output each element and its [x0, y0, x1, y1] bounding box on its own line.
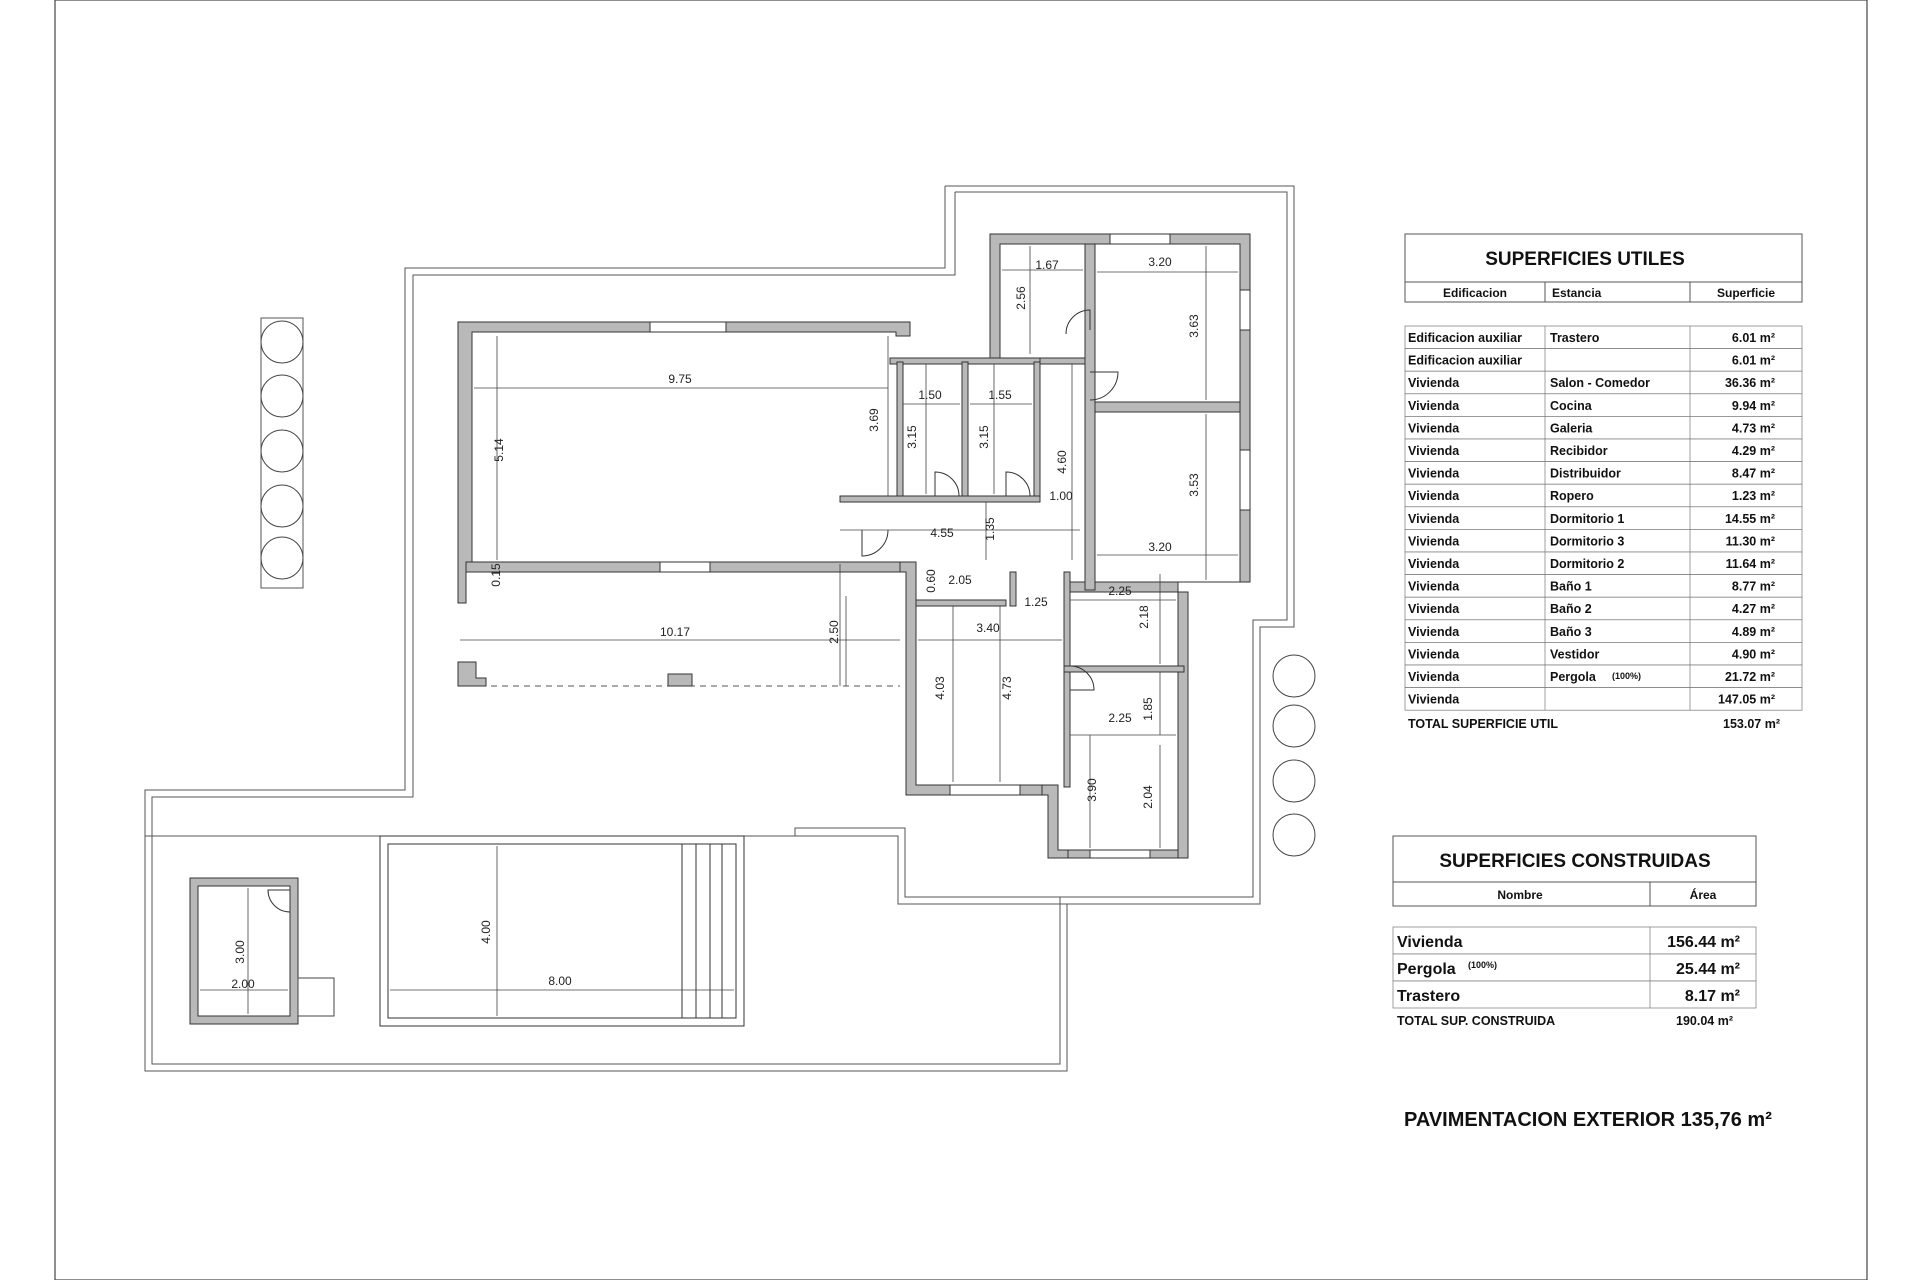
utiles-title: SUPERFICIES UTILES — [1485, 249, 1685, 270]
dimension-label: 4.55 — [930, 526, 954, 540]
utiles-edificacion: Vivienda — [1408, 376, 1460, 391]
dimension-label: 1.50 — [918, 388, 942, 402]
construidas-row — [1393, 954, 1756, 981]
utiles-edificacion: Vivienda — [1408, 557, 1460, 571]
construidas-area: 156.44 m² — [1667, 934, 1740, 951]
dimension-label: 1.67 — [1035, 258, 1059, 272]
utiles-row — [1405, 484, 1802, 507]
dimension-label: 4.00 — [479, 920, 493, 944]
dimension-label: 5.14 — [492, 438, 506, 462]
construidas-rows — [1393, 927, 1756, 1008]
dimension-label: 1.55 — [988, 388, 1012, 402]
utiles-superficie: 14.55 m² — [1724, 511, 1775, 526]
dimension-label: 1.35 — [983, 517, 997, 541]
utiles-edificacion: Vivienda — [1408, 647, 1460, 662]
construidas-row — [1393, 927, 1756, 954]
dimension-label: 4.03 — [933, 676, 947, 700]
utiles-estancia: Recibidor — [1550, 444, 1608, 458]
dimension-label: 2.56 — [1014, 286, 1028, 310]
utiles-edificacion: Vivienda — [1408, 444, 1460, 458]
utiles-row — [1405, 416, 1802, 439]
construidas-total-value: 190.04 m² — [1676, 1014, 1733, 1028]
utiles-superficie: 21.72 m² — [1724, 670, 1775, 684]
dimension-label: 3.69 — [867, 408, 881, 432]
utiles-estancia: Salon - Comedor — [1550, 376, 1651, 391]
utiles-edificacion: Vivienda — [1408, 624, 1460, 639]
utiles-superficie: 1.23 m² — [1731, 489, 1775, 504]
utiles-edificacion: Vivienda — [1408, 489, 1460, 504]
utiles-estancia: Dormitorio 2 — [1550, 557, 1625, 571]
utiles-superficie: 6.01 m² — [1731, 331, 1775, 345]
utiles-edificacion: Vivienda — [1408, 421, 1460, 436]
dimension-label: 4.73 — [1000, 676, 1014, 700]
utiles-superficie: 4.89 m² — [1731, 624, 1775, 639]
dimension-label: 1.85 — [1141, 697, 1155, 721]
construidas-header-nombre: Nombre — [1497, 888, 1543, 902]
construidas-area: 25.44 m² — [1675, 961, 1740, 978]
utiles-superficie: 4.27 m² — [1731, 602, 1775, 617]
utiles-estancia: Ropero — [1550, 489, 1594, 504]
utiles-estancia: Cocina — [1550, 398, 1592, 413]
dimension-label: 3.90 — [1085, 778, 1099, 802]
utiles-row — [1405, 552, 1802, 575]
superficies-construidas-table — [1393, 836, 1756, 1028]
utiles-superficie: 36.36 m² — [1724, 376, 1775, 391]
utiles-row — [1405, 620, 1802, 643]
utiles-edificacion: Vivienda — [1408, 511, 1460, 526]
utiles-superficie: 147.05 m² — [1718, 692, 1775, 707]
dimension-label: 2.04 — [1141, 785, 1155, 809]
dimension-label: 2.25 — [1108, 711, 1132, 725]
utiles-row — [1405, 507, 1802, 530]
dimension-label: 0.60 — [924, 569, 938, 593]
construidas-nombre: Pergola — [1397, 961, 1456, 978]
construidas-area: 8.17 m² — [1684, 988, 1740, 1005]
utiles-total-label: TOTAL SUPERFICIE UTIL — [1408, 717, 1559, 731]
utiles-row — [1405, 665, 1802, 688]
pergola-outline — [458, 662, 900, 686]
utiles-header-superficie: Superficie — [1716, 286, 1776, 300]
construidas-note: (100%) — [1468, 960, 1498, 970]
utiles-superficie: 4.29 m² — [1731, 444, 1775, 458]
construidas-row — [1393, 981, 1756, 1008]
utiles-row — [1405, 326, 1802, 349]
dimension-label: 0.15 — [489, 563, 503, 587]
utiles-estancia: Dormitorio 1 — [1550, 511, 1625, 526]
construidas-nombre: Vivienda — [1397, 934, 1463, 951]
dimension-label: 2.05 — [948, 573, 972, 587]
utiles-total-value: 153.07 m² — [1723, 717, 1780, 731]
utiles-row — [1405, 371, 1802, 394]
house-walls — [458, 234, 1250, 858]
pool — [380, 836, 744, 1026]
trees-left — [261, 318, 303, 588]
utiles-superficie: 11.64 m² — [1725, 557, 1775, 571]
utiles-row — [1405, 575, 1802, 598]
utiles-row — [1405, 597, 1802, 620]
utiles-edificacion: Vivienda — [1408, 534, 1460, 549]
utiles-edificacion: Vivienda — [1408, 398, 1460, 413]
utiles-superficie: 8.47 m² — [1731, 466, 1775, 481]
dimension-label: 2.50 — [827, 620, 841, 644]
dimension-label: 3.20 — [1148, 255, 1172, 269]
utiles-estancia: Baño 3 — [1550, 624, 1592, 639]
dimension-label: 3.15 — [977, 425, 991, 449]
trees-right — [1273, 655, 1315, 856]
utiles-row — [1405, 529, 1802, 552]
utiles-estancia: Galeria — [1550, 421, 1593, 436]
utiles-row — [1405, 688, 1802, 711]
dimension-label: 2.25 — [1108, 584, 1132, 598]
utiles-estancia: Dormitorio 3 — [1550, 534, 1625, 549]
utiles-edificacion: Vivienda — [1408, 579, 1460, 594]
utiles-estancia: Baño 2 — [1550, 602, 1592, 617]
dimension-label: 4.60 — [1055, 450, 1069, 474]
utiles-row — [1405, 349, 1802, 372]
dimension-label: 3.40 — [976, 621, 1000, 635]
utiles-superficie: 9.94 m² — [1731, 398, 1775, 413]
dimension-label: 1.25 — [1024, 595, 1048, 609]
utiles-header-edificacion: Edificacion — [1442, 286, 1508, 300]
utiles-row — [1405, 394, 1802, 417]
construidas-title: SUPERFICIES CONSTRUIDAS — [1439, 851, 1711, 872]
utiles-note: (100%) — [1612, 671, 1642, 681]
utiles-edificacion: Edificacion auxiliar — [1408, 331, 1522, 345]
dimension-label: 8.00 — [548, 974, 572, 988]
dimension-labels — [231, 255, 1201, 991]
paving-outline — [145, 186, 1294, 1071]
superficies-utiles-table — [1405, 234, 1802, 731]
dimension-label: 3.63 — [1187, 314, 1201, 338]
dimension-label: 3.15 — [905, 425, 919, 449]
dimension-label: 10.17 — [659, 625, 691, 639]
pavimentacion-exterior: PAVIMENTACION EXTERIOR 135,76 m² — [1404, 1109, 1772, 1131]
utiles-edificacion: Vivienda — [1408, 670, 1460, 684]
utiles-superficie: 6.01 m² — [1731, 353, 1775, 368]
utiles-edificacion: Vivienda — [1408, 692, 1460, 707]
utiles-estancia: Vestidor — [1550, 647, 1600, 662]
utiles-estancia: Trastero — [1550, 331, 1600, 345]
construidas-total-label: TOTAL SUP. CONSTRUIDA — [1397, 1014, 1556, 1028]
utiles-estancia: Distribuidor — [1550, 466, 1621, 481]
utiles-row — [1405, 439, 1802, 462]
dimension-label: 1.00 — [1049, 489, 1073, 503]
utiles-superficie: 4.73 m² — [1731, 421, 1775, 436]
dimension-label: 3.53 — [1187, 473, 1201, 497]
utiles-superficie: 4.90 m² — [1731, 647, 1775, 662]
dimension-label: 3.00 — [233, 940, 247, 964]
utiles-superficie: 11.30 m² — [1725, 534, 1775, 549]
utiles-edificacion: Vivienda — [1408, 466, 1460, 481]
utiles-row — [1405, 462, 1802, 485]
utiles-row — [1405, 642, 1802, 665]
utiles-estancia: Pergola — [1550, 670, 1596, 684]
dimension-label: 2.18 — [1137, 605, 1151, 629]
construidas-header-area: Área — [1689, 888, 1717, 902]
construidas-nombre: Trastero — [1397, 988, 1461, 1005]
dimension-label: 9.75 — [668, 372, 692, 386]
utiles-edificacion: Edificacion auxiliar — [1408, 353, 1522, 368]
utiles-superficie: 8.77 m² — [1731, 579, 1775, 594]
utiles-rows — [1405, 326, 1802, 710]
utiles-edificacion: Vivienda — [1408, 602, 1460, 617]
dimension-label: 2.00 — [231, 977, 255, 991]
dimension-label: 3.20 — [1148, 540, 1172, 554]
utiles-estancia: Baño 1 — [1550, 579, 1592, 594]
utiles-header-estancia: Estancia — [1552, 286, 1602, 300]
trastero-building — [190, 878, 334, 1024]
